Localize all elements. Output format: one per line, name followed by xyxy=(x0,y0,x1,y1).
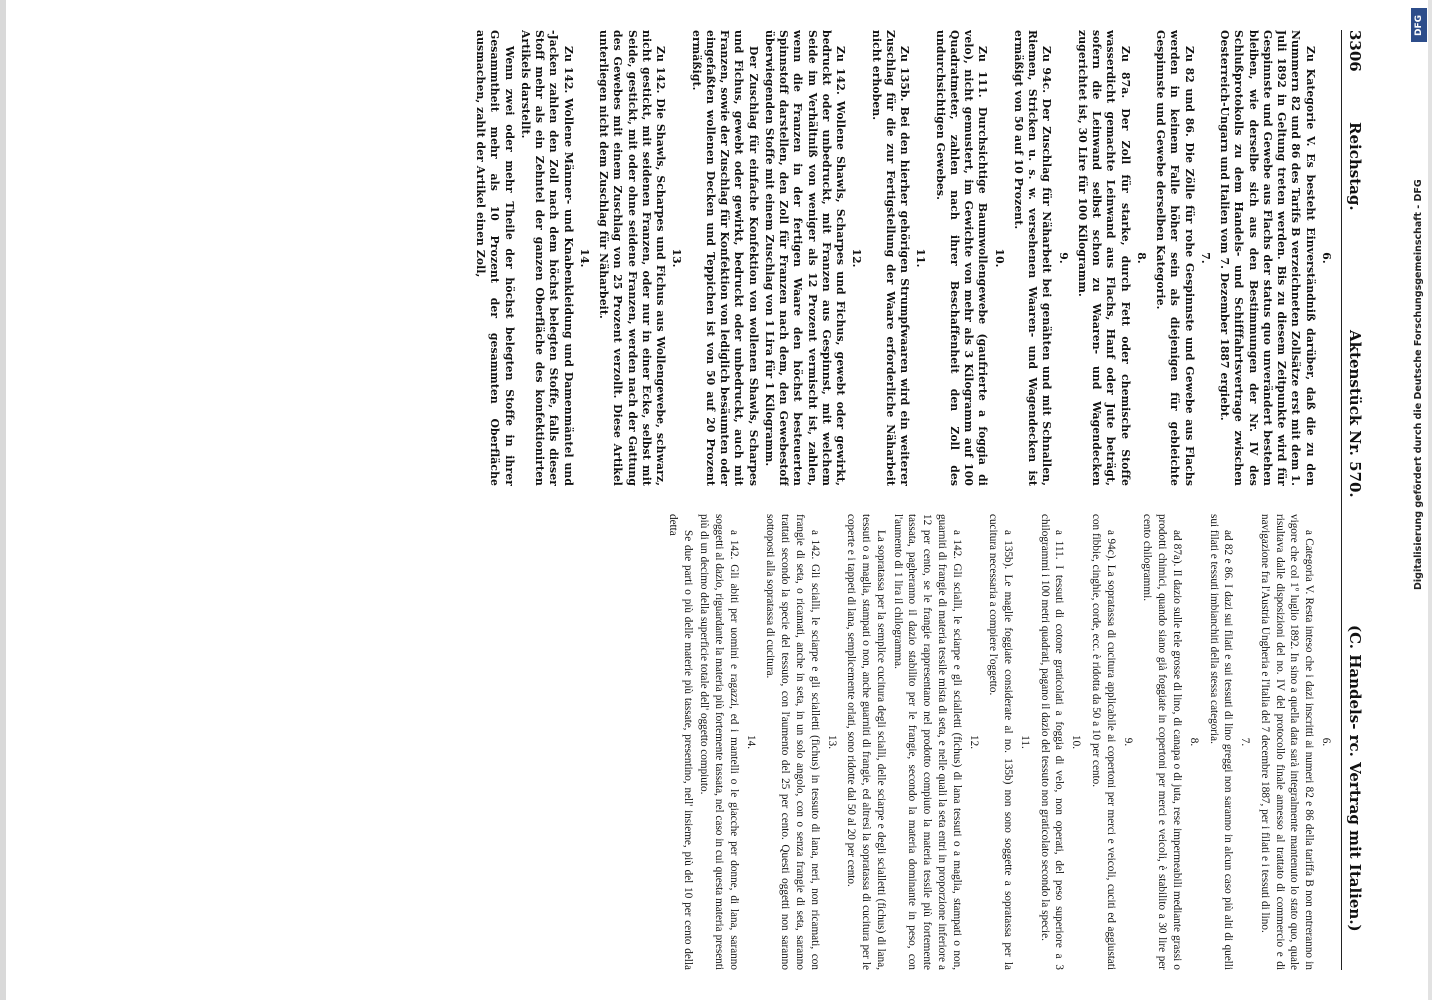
italian-section-number: 11. xyxy=(1018,735,1031,749)
german-section-number: 7. xyxy=(1199,252,1212,264)
italian-section-number: 9. xyxy=(1121,737,1134,747)
german-section-number: 13. xyxy=(670,248,684,268)
german-paragraph: Wenn zwei oder mehr Theile der höchst belegten Stoffe in ihrer Gesammtheit mehr als 10 Prozent der gesammten Oberfläche ausmachen, zahlt der Artikel einen Zoll, xyxy=(474,30,516,486)
german-paragraph: Zu 94c. Der Zuschlag für Näharbeit bei genähten und mit Schnallen, Riemen, Stricken u. s. w. versehenen Waaren- und Wagendecken ist ermäßigt von 50 auf 10 Prozent. xyxy=(1012,30,1054,486)
italian-paragraph: a 94c). La sopratassa di cucitura applicabile ai copertoni per merci e veicoli, cuciti ed aggiustati con fibbie, cinghie, corde, ecc. è ridotta da 50 a 10 per cento. xyxy=(1090,514,1117,970)
german-paragraph: Zu 87a. Der Zoll für starke, durch Fett oder chemische Stoffe wasserdicht gemachte Leinwand aus Flachs, Hanf oder Jute beträgt, sofern die Leinwand selbst schon zu Waaren- und Wagendecken zugerichtet ist, 30 Lire für 100 Kilogramm. xyxy=(1076,30,1132,486)
italian-paragraph: a 135b). Le maglie foggiate considerate al no. 135b) non sono soggette a sopratassa per la cucitura necessaria a compiere l'oggetto. xyxy=(987,514,1015,970)
german-paragraph: Zu 82 und 86. Die Zölle für rohe Gespinnste und Gewebe aus Flachs werden in keinem Falle höher sein als diejenigen für gebleichte Gespinnste und Gewebe derselben Kategorie. xyxy=(1154,30,1196,486)
german-section-number: 6. xyxy=(1320,252,1333,264)
italian-paragraph: ad 82 e 86. I dazi sui filati e sui tessuti di lino greggi non saranno in alcun caso più alti di quelli sui filati e tessuti imbianchiti della stessa categoria. xyxy=(1207,514,1235,970)
italian-column xyxy=(76,514,1338,970)
italian-section-number: 13. xyxy=(825,735,838,749)
dfg-credit: Digitalisierung gefördert durch die Deutsche Forschungsgemeinschaft - DFG xyxy=(1413,179,1424,590)
header-rule xyxy=(1341,30,1342,970)
german-paragraph: Zu 142. Die Shawls, Scharpes und Fichus aus Wollengewebe, schwarz, nicht gestickt, mit seidenen Franzen, oder nur in einer Ecke, selbst mit Seide, gestickt, mit oder ohne seidene Franzen, werden nach der Gattung des Gewebes mit einem Zuschlag von 25 Prozent verzollt. Diese Artikel unterliegen nicht dem Zuschlag für Näharbeit. xyxy=(597,30,668,486)
italian-paragraph: La sopratassa per la semplice cucitura degli scialli, delle sciarpe e degli scialletti (fichus) di lana, tessuti o a maglia, stampati o non, anche guarniti di frangie, ed altresì la sopratassa di cucitura per le coperte e i tappeti di lana, semplicemente orlati, sono ridotte dal 50 al 20 per cento. xyxy=(845,514,887,970)
italian-paragraph: a 142. Gli scialli, le sciarpe e gli scialletti (fichus) di lana tessuti o a maglia, stampati o non, guarniti di frangie di materia tessile mista di seta, e nelle quali la seta entri in proporzione inferiore a 12 per cento, se le frangie rappresentano nel prodotto compiuto la materia tessile più fortemente tassata, pagheranno il dazio stabilito per le frangie, secondo la materia dominante in peso, con l'aumento di 1 lira il chilogramma. xyxy=(891,514,963,970)
german-paragraph: Der Zuschlag für einfache Konfektion von wollenen Shawls, Scharpes und Fichus, gewebt oder gewirkt, bedruckt oder unbedruckt, auch mit Franzen, sowie der Zuschlag für Konfektion von lediglich besäumten oder eingefaßten wollenen Decken und Teppichen ist von 50 auf 20 Prozent ermäßigt. xyxy=(689,30,760,486)
german-section-number: 11. xyxy=(914,248,928,268)
italian-paragraph: a 142. Gli scialli, le sciarpe e gli scialletti (fichus) in tessuto di lana, neri, non ricamati, con frangie di seta, o ricamati, anche in seta, in un solo angolo, con o senza frangie di seta, saranno trattati secondo la specie del tessuto, con l'aumento del 25 per cento. Questi oggetti non saranno sottoposti alla sopratassa di cucitura. xyxy=(764,514,821,970)
page-number: 3306 xyxy=(1346,30,1364,72)
page-header xyxy=(1342,30,1366,970)
header-left: Reichstag. xyxy=(1346,122,1364,211)
german-paragraph: Zu 142. Wollene Shawls, Scharpes und Fichus, gewebt oder gewirkt, bedruckt oder unbedruckt, mit Franzen aus Gespinnst, mit welchem Seide im Verhältniß von weniger als 12 Prozent vermischt ist, zahlen, wenn die Franzen in der fertigen Waare den höchst besteuerten Spinnstoff darstellen, den Zoll für Franzen nach dem, den Gewebestoff überwiegenden Stoffe mit einem Zuschlag von 1 Lira für 1 Kilogramm. xyxy=(763,30,848,486)
scan-edge-left xyxy=(0,0,6,1000)
italian-paragraph: a 142. Gli abiti per uomini e ragazzi, ed i mantelli o le giacche per donne, di lana, saranno soggetti al dazio, riguardante la materia più fortemente tassata, nel caso in cui questa materia presenti più di un decimo della superficie totale dell' oggetto compiuto. xyxy=(698,514,740,970)
italian-paragraph: Se due parti o più delle materie più tassate, presentino, nell' insieme, più del 10 per cento della detta xyxy=(666,514,694,970)
german-section-number: 9. xyxy=(1056,252,1070,264)
header-center: Aktenstück Nr. 570. xyxy=(1346,330,1364,498)
dfg-logo: DFG xyxy=(1411,8,1427,42)
german-section-number: 14. xyxy=(578,248,591,268)
header-right: (C. Handels- rc. Vertrag mit Italien.) xyxy=(1346,625,1364,932)
italian-paragraph: a 111. I tessuti di cotone graticolati a foggia di velo, non operati, del peso superiore a 3 chilogrammi i 100 metri quadrati, pagano il dazio del tessuto non graticolato secondo la specie. xyxy=(1038,514,1066,970)
scanned-page xyxy=(66,30,1366,970)
italian-section-number: 7. xyxy=(1239,737,1252,747)
german-section-number: 12. xyxy=(850,248,864,268)
italian-section-number: 6. xyxy=(1320,737,1332,747)
german-section-number: 8. xyxy=(1135,252,1148,264)
italian-paragraph: a Categoria V. Resta inteso che i dazi inscritti ai numeri 82 e 86 della tariffa B non entreranno in vigore che col 1º luglio 1892. In sino a quella data sarà integralmente mantenuto lo stato quo, quale risultava dalle disposizioni del no. IV del protocollo finale annesso al trattato di commercio e di navigazione fra l'Austria Ungheria e l'Italia del 7 decembre 1887, per i filati e i tessuti di lino. xyxy=(1258,514,1316,970)
italian-paragraph: ad 87a). Il dazio sulle tele grosse di lino, di canapa o di juta, rese impermeabili mediante grassi o prodotti chimici, quando siano già foggiate in copertoni per merci e veicoli, è stabilito a 30 lire per cento chilogrammi. xyxy=(1141,514,1183,970)
german-paragraph: Zu 111. Durchsichtige Baumwollengewebe (gaufrierte a foggia di velo), nicht gemustert, im Gewichte von mehr als 3 Kilogramm auf 100 Quadratmeter, zahlen nach ihrer Beschaffenheit den Zoll des undurchsichtigen Gewebes. xyxy=(933,30,990,486)
italian-section-number: 10. xyxy=(1070,735,1083,749)
german-paragraph: Zu 135b. Bei den hierher gehörigen Strumpfwaaren wird ein weiterer Zuschlag für die zur Fertigstellung der Waare erforderliche Näharbeit nicht erhoben. xyxy=(869,30,912,486)
german-paragraph: Zu Kategorie V. Es besteht Einverständniß darüber, daß die zu den Nummern 82 und 86 des Tarifs B verzeichneten Zollsätze erst mit dem 1. Juli 1892 in Geltung treten werden. Bis zu diesem Zeitpunkte wird für Gespinnste und Gewebe aus Flachs der status quo unverändert bestehen bleiben, wie derselbe sich aus den Bestimmungen der Nr. IV des Schlußprotokolls zu dem Handels- und Schifffahrtsvertrage zwischen Oesterreich-Ungarn und Italien vom 7. Dezember 1887 ergiebt. xyxy=(1218,30,1317,486)
german-paragraph: Zu 142. Wollene Männer- und Knabenkleidung und Damenmäntel und -Jacken zahlen den Zoll nach dem höchst belegten Stoffe, falls dieser Stoff mehr als ein Zehntel der ganzen Oberfläche des konfektionirten Artikels darstellt. xyxy=(519,30,575,486)
italian-section-number: 12. xyxy=(967,735,980,749)
italian-section-number: 8. xyxy=(1187,737,1200,747)
german-column xyxy=(76,30,1338,486)
scan-edge-right xyxy=(1428,0,1432,1000)
german-section-number: 10. xyxy=(992,248,1006,268)
italian-section-number: 14. xyxy=(744,735,757,749)
